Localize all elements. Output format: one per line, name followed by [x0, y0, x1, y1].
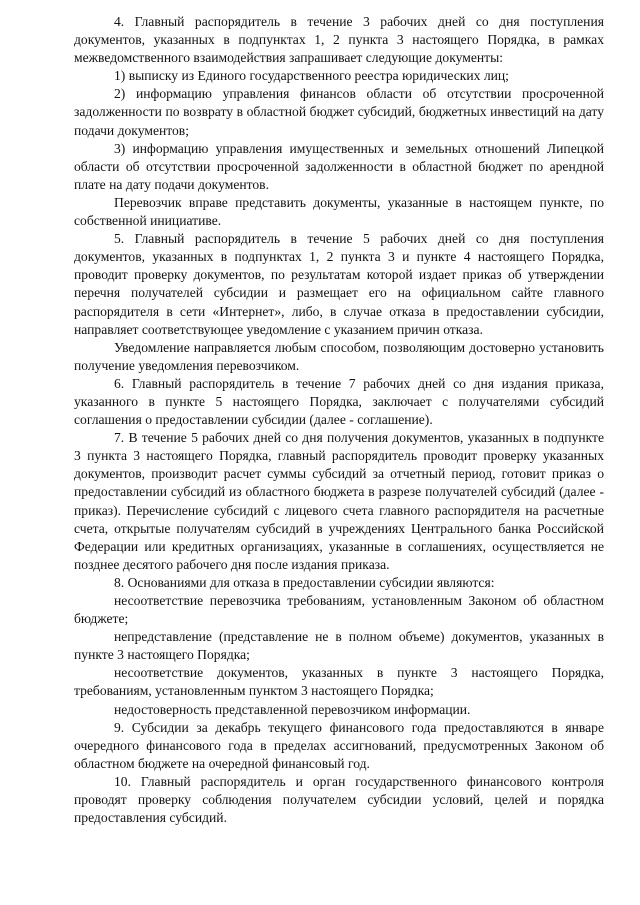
paragraph-4-item-2: 2) информацию управления финансов области об отсутствии просроченной задолженности по возврату в областной бюджет субсидий, бюджетных инвестиций на дату подачи документов;: [74, 86, 604, 138]
paragraph-8-item-3: несоответствие документов, указанных в пункте 3 настоящего Порядка, требованиям, установленным пунктом 3 настоящего Порядка;: [74, 665, 604, 699]
paragraph-7: 7. В течение 5 рабочих дней со дня получения документов, указанных в подпункте 3 пункта 3 настоящего Порядка, главный распорядитель проводит проверку указанных документов, производит расчет суммы субсидий за отчетный период, готовит приказ о предоставлении субсидий из областного бюджета в разрезе получателей субсидий (далее - приказ). Перечисление субсидий с лицевого счета главного распорядителя на расчетные счета, открытые получателям субсидий в учреждениях Центрального банка Российской Федерации или кредитных организациях, указанные в соглашениях, осуществляется не позднее десятого рабочего дня после издания приказа.: [74, 430, 604, 572]
paragraph-5-note: Уведомление направляется любым способом, позволяющим достоверно установить получение уведомления перевозчиком.: [74, 339, 604, 373]
paragraph-10: 10. Главный распорядитель и орган государственного финансового контроля проводят проверку соблюдения получателем субсидии условий, целей и порядка предоставления субсидий.: [74, 773, 604, 826]
paragraph-4-item-3: 3) информацию управления имущественных и земельных отношений Липецкой области об отсутствии просроченной задолженности в областной бюджет по арендной плате на дату подачи документов.: [74, 140, 604, 192]
paragraph-5: 5. Главный распорядитель в течение 5 рабочих дней со дня поступления документов, указанных в подпунктах 1, 2 пункта 3 и пункте 4 настоящего Порядка, проводит проверку документов, по результатам которой издает приказ об утверждении перечня получателей субсидии и размещает его на официальном сайте главного распорядителя в сети «Интернет», либо, в случае отказа в предоставлении субсидии, направляет соответствующее уведомление с указанием причин отказа.: [74, 231, 604, 337]
paragraph-8-item-2: непредставление (представление не в полном объеме) документов, указанных в пункте 3 настоящего Порядка;: [74, 629, 604, 663]
paragraph-6: 6. Главный распорядитель в течение 7 рабочих дней со дня издания приказа, указанного в пункте 5 настоящего Порядка, заключает с получателями субсидий соглашения о предоставлении субсидии (далее - соглашение).: [74, 375, 604, 428]
paragraph-4-intro: 4. Главный распорядитель в течение 3 рабочих дней со дня поступления документов, указанных в подпунктах 1, 2 пункта 3 настоящего Порядка, в рамках межведомственного взаимодействия запрашивает следующие документы:: [74, 14, 604, 66]
paragraph-9: 9. Субсидии за декабрь текущего финансового года предоставляются в январе очередного финансового года в пределах ассигнований, предусмотренных Законом об областном бюджете на очередной финансовый год.: [74, 719, 604, 771]
paragraph-4-item-1: 1) выписку из Единого государственного реестра юридических лиц;: [114, 68, 509, 84]
paragraph-4-note: Перевозчик вправе представить документы, указанные в настоящем пункте, по собственной инициативе.: [74, 194, 604, 229]
paragraph-8-item-1: несоответствие перевозчика требованиям, установленным Законом об областном бюджете;: [74, 593, 604, 627]
paragraph-8-intro: 8. Основаниями для отказа в предоставлении субсидии являются:: [114, 574, 495, 590]
paragraph-8-item-4: недостоверность представленной перевозчиком информации.: [114, 701, 471, 717]
